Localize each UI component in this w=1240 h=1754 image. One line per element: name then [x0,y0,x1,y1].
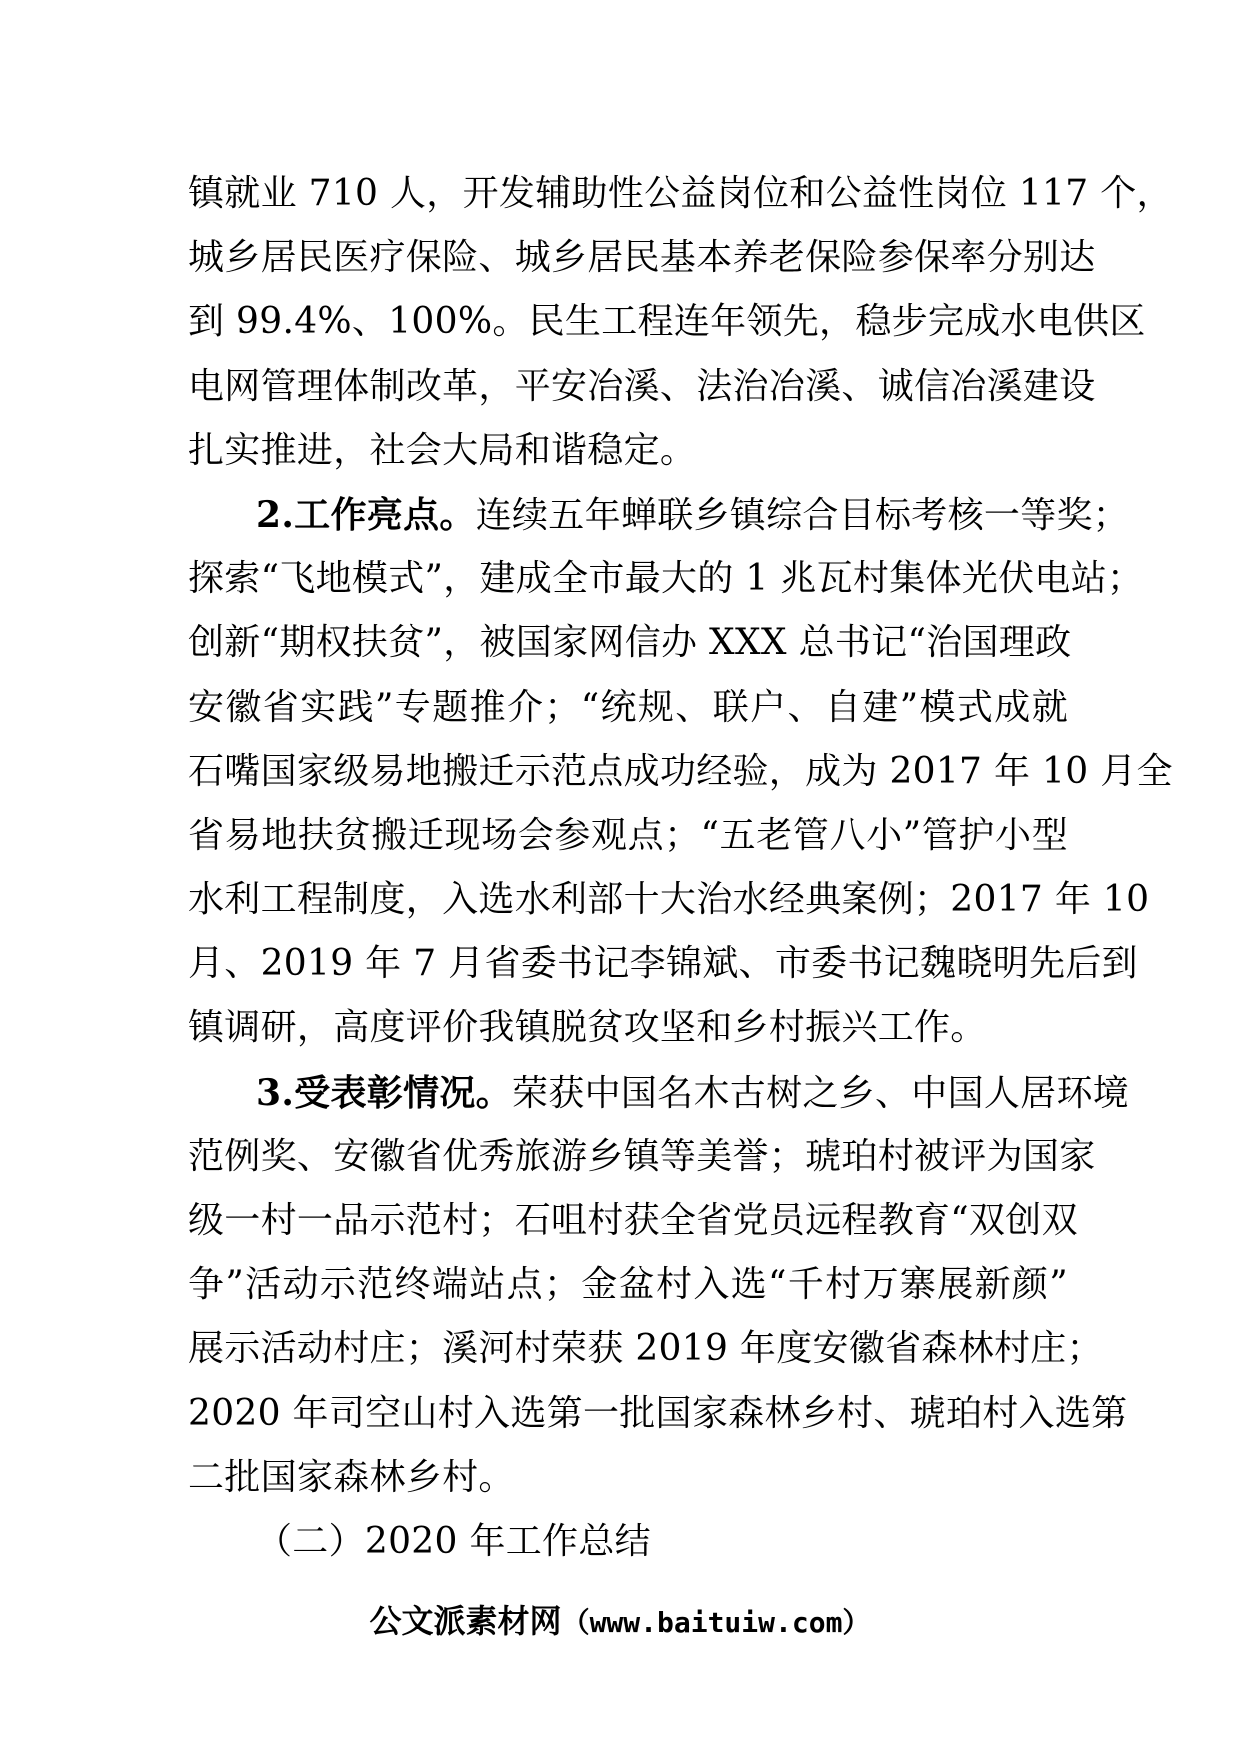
paragraph-2-line-3: 创新“期权扶贫”，被国家网信办 XXX 总书记“治国理政 [188,622,1072,664]
paragraph-2-first-line-text: 连续五年蝉联乡镇综合目标考核一等奖； [475,494,1130,536]
page-footer [0,1596,1240,1642]
paragraph-2-line-1 [188,483,1130,547]
paragraph-1-line-4: 电网管理体制改革，平安冶溪、法治冶溪、诚信冶溪建设 [188,365,1096,407]
paragraph-3-heading: 3.受表彰情况。 [256,1071,512,1114]
section-heading: （二）2020 年工作总结 [256,1520,651,1562]
paragraph-2-line-7: 水利工程制度，入选水利部十大治水经典案例；2017 年 10 [188,879,1150,921]
paragraph-3-line-4: 争”活动示范终端站点；金盆村入选“千村万寨展新颜” [188,1264,1068,1306]
document-body [188,162,1173,1574]
paragraph-3-line-6: 2020 年司空山村入选第一批国家森林乡村、琥珀村入选第 [188,1392,1128,1434]
paragraph-3-line-7: 二批国家森林乡村。 [188,1456,515,1498]
paragraph-3-line-1 [188,1061,1130,1125]
paragraph-2-line-9: 镇调研，高度评价我镇脱贫攻坚和乡村振兴工作。 [188,1007,987,1049]
paragraph-2-line-6: 省易地扶贫搬迁现场会参观点；“五老管八小”管护小型 [188,814,1068,856]
paragraph-2-line-4: 安徽省实践”专题推介；“统规、联户、自建”模式成就 [188,686,1068,728]
paragraph-3-line-5: 展示活动村庄；溪河村荣获 2019 年度安徽省森林村庄； [188,1328,1103,1370]
paragraph-3-line-2: 范例奖、安徽省优秀旅游乡镇等美誉；琥珀村被评为国家 [188,1135,1096,1177]
paragraph-1-line-5: 扎实推进，社会大局和谐稳定。 [188,429,697,471]
footer-url: （www.baituiw.com） [561,1606,871,1639]
paragraph-1-line-1: 镇就业 710 人，开发辅助性公益岗位和公益性岗位 117 个， [188,173,1173,214]
paragraph-1-line-3: 到 99.4%、100%。民生工程连年领先，稳步完成水电供区 [188,301,1146,343]
paragraph-2-line-2: 探索“飞地模式”，建成全市最大的 1 兆瓦村集体光伏电站； [188,558,1144,600]
paragraph-3-line-3: 级一村一品示范村；石咀村获全省党员远程教育“双创双 [188,1200,1078,1241]
paragraph-3-first-line-text: 荣获中国名木古树之乡、中国人居环境 [511,1072,1130,1114]
footer-site-name: 公文派素材网 [369,1602,562,1640]
paragraph-2-heading: 2.工作亮点。 [256,493,476,536]
paragraph-1-line-2: 城乡居民医疗保险、城乡居民基本养老保险参保率分别达 [188,237,1096,279]
paragraph-2-line-8: 月、2019 年 7 月省委书记李锦斌、市委书记魏晓明先后到 [188,943,1138,985]
paragraph-2-line-5: 石嘴国家级易地搬迁示范点成功经验，成为 2017 年 10 月全 [188,750,1173,792]
